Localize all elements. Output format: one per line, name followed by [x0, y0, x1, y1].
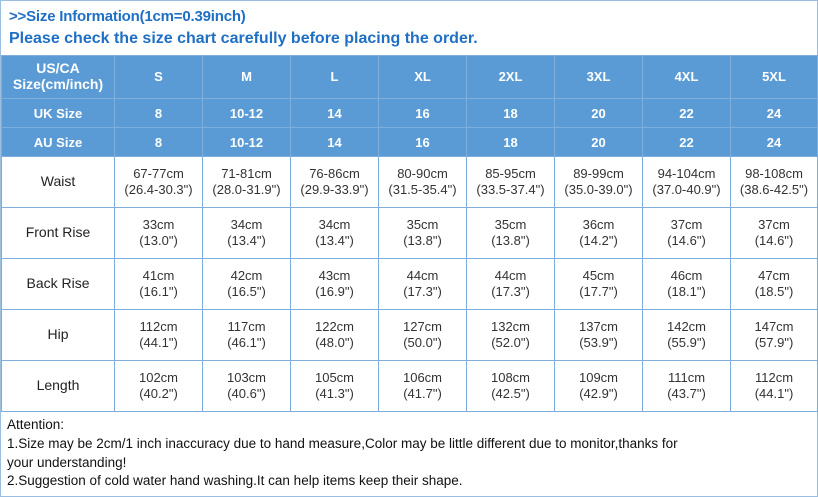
measure-cell [291, 310, 379, 361]
value-inch: (28.0-31.9") [212, 182, 281, 197]
value-cm: 103cm [226, 369, 267, 385]
table-row [2, 157, 818, 208]
value-inch: (16.1") [139, 284, 178, 299]
attention-line-1: 1.Size may be 2cm/1 inch inaccuracy due to hand measure,Color may be little different due to monitor,thanks for [7, 435, 678, 451]
value-cm: 132cm [490, 318, 531, 334]
measure-cell [115, 259, 203, 310]
size-chart-table [1, 55, 818, 412]
measure-cell [291, 157, 379, 208]
measure-cell [203, 259, 291, 310]
measure-cell [555, 361, 643, 412]
measure-cell [115, 157, 203, 208]
size-header-l: L [291, 56, 379, 99]
value-inch: (17.3") [403, 284, 442, 299]
table-row [2, 361, 818, 412]
uk-size-label: UK Size [2, 99, 115, 128]
uk-size-value: 16 [379, 99, 467, 128]
size-header-3xl: 3XL [555, 56, 643, 99]
value-cm: 43cm [318, 267, 351, 283]
value-inch: (43.7") [667, 386, 706, 401]
value-inch: (55.9") [667, 335, 706, 350]
value-inch: (40.2") [139, 386, 178, 401]
corner-label-line1: US/CA [36, 60, 80, 77]
measure-cell [467, 361, 555, 412]
value-cm: 44cm [406, 267, 439, 283]
value-inch: (16.9") [315, 284, 354, 299]
measure-label-back-rise: Back Rise [2, 259, 115, 310]
uk-size-value: 10-12 [203, 99, 291, 128]
measure-cell [643, 259, 731, 310]
measure-cell [115, 361, 203, 412]
value-inch: (37.0-40.9") [652, 182, 721, 197]
uk-size-value: 24 [731, 99, 818, 128]
value-inch: (35.0-39.0") [564, 182, 633, 197]
value-inch: (38.6-42.5") [739, 182, 809, 197]
value-inch: (31.5-35.4") [388, 182, 457, 197]
measure-cell [203, 361, 291, 412]
measure-cell [731, 157, 818, 208]
size-header-xl: XL [379, 56, 467, 99]
value-cm: 46cm [670, 267, 703, 283]
value-cm: 71-81cm [221, 165, 272, 181]
measure-label-waist: Waist [2, 157, 115, 208]
au-size-row [2, 128, 818, 157]
corner-label-cell [2, 56, 115, 99]
measure-cell [731, 259, 818, 310]
au-size-value: 10-12 [203, 128, 291, 157]
au-size-value: 8 [115, 128, 203, 157]
value-cm: 33cm [142, 216, 175, 232]
value-cm: 34cm [318, 216, 351, 232]
measure-cell [291, 361, 379, 412]
size-header-s: S [115, 56, 203, 99]
measure-cell [379, 310, 467, 361]
value-cm: 37cm [758, 216, 790, 232]
value-inch: (33.5-37.4") [476, 182, 545, 197]
value-inch: (17.7") [579, 284, 618, 299]
value-cm: 108cm [490, 369, 531, 385]
size-information-heading: >>Size Information(1cm=0.39inch) [9, 8, 246, 25]
table-row [2, 310, 818, 361]
value-cm: 67-77cm [133, 165, 184, 181]
value-inch: (41.7") [403, 386, 442, 401]
value-cm: 105cm [314, 369, 355, 385]
value-cm: 42cm [230, 267, 263, 283]
measure-cell [291, 208, 379, 259]
measure-cell [291, 259, 379, 310]
size-chart-notice: Please check the size chart carefully before placing the order. [9, 30, 478, 47]
value-inch: (13.8") [403, 233, 442, 248]
value-inch: (46.1") [227, 335, 266, 350]
measure-cell [643, 310, 731, 361]
value-cm: 106cm [402, 369, 443, 385]
table-header-row [2, 56, 818, 99]
value-cm: 111cm [667, 369, 706, 385]
measure-cell [203, 310, 291, 361]
value-cm: 37cm [670, 216, 703, 232]
value-inch: (13.4") [227, 233, 266, 248]
value-inch: (14.2") [579, 233, 618, 248]
value-cm: 76-86cm [309, 165, 360, 181]
measure-cell [555, 157, 643, 208]
value-cm: 102cm [138, 369, 179, 385]
measure-cell [643, 157, 731, 208]
measure-cell [203, 157, 291, 208]
value-inch: (48.0") [315, 335, 354, 350]
measure-cell [731, 361, 818, 412]
au-size-value: 16 [379, 128, 467, 157]
value-cm: 94-104cm [657, 165, 716, 181]
measure-cell [643, 208, 731, 259]
size-header-4xl: 4XL [643, 56, 731, 99]
corner-label-line2: Size(cm/inch) [12, 76, 104, 92]
value-cm: 89-99cm [573, 165, 624, 181]
value-cm: 122cm [314, 318, 355, 334]
table-row [2, 208, 818, 259]
measure-cell [203, 208, 291, 259]
value-cm: 127cm [402, 318, 443, 334]
measure-cell [115, 310, 203, 361]
value-inch: (42.9") [579, 386, 618, 401]
value-inch: (16.5") [227, 284, 266, 299]
measure-cell [467, 310, 555, 361]
value-cm: 98-108cm [745, 165, 803, 181]
size-header-5xl: 5XL [731, 56, 818, 99]
value-inch: (18.5") [754, 284, 794, 299]
value-inch: (13.4") [315, 233, 354, 248]
value-inch: (53.9") [579, 335, 618, 350]
au-size-value: 24 [731, 128, 818, 157]
value-cm: 35cm [494, 216, 527, 232]
value-inch: (50.0") [403, 335, 442, 350]
attention-section [1, 412, 817, 491]
measure-cell [379, 361, 467, 412]
measure-cell [643, 361, 731, 412]
au-size-label: AU Size [2, 128, 115, 157]
measure-cell [555, 208, 643, 259]
value-cm: 44cm [494, 267, 527, 283]
value-inch: (29.9-33.9") [300, 182, 369, 197]
measure-cell [379, 208, 467, 259]
value-inch: (44.1") [754, 386, 794, 401]
value-cm: 142cm [666, 318, 707, 334]
measure-cell [379, 259, 467, 310]
uk-size-value: 20 [555, 99, 643, 128]
value-inch: (17.3") [491, 284, 530, 299]
value-inch: (57.9") [754, 335, 794, 350]
measure-cell [467, 157, 555, 208]
value-cm: 35cm [406, 216, 439, 232]
value-cm: 85-95cm [485, 165, 536, 181]
value-cm: 112cm [754, 369, 794, 385]
table-row [2, 259, 818, 310]
value-inch: (41.3") [315, 386, 354, 401]
uk-size-value: 18 [467, 99, 555, 128]
measure-label-length: Length [2, 361, 115, 412]
value-inch: (52.0") [491, 335, 530, 350]
measure-cell [467, 259, 555, 310]
uk-size-value: 14 [291, 99, 379, 128]
uk-size-value: 22 [643, 99, 731, 128]
value-inch: (42.5") [491, 386, 530, 401]
value-cm: 147cm [754, 318, 794, 334]
size-header-2xl: 2XL [467, 56, 555, 99]
measure-label-hip: Hip [2, 310, 115, 361]
measure-cell [731, 208, 818, 259]
value-inch: (13.8") [491, 233, 530, 248]
attention-line-2: 2.Suggestion of cold water hand washing.It can help items keep their shape. [7, 473, 463, 489]
au-size-value: 14 [291, 128, 379, 157]
value-cm: 41cm [142, 267, 175, 283]
value-cm: 36cm [582, 216, 615, 232]
value-cm: 137cm [578, 318, 619, 334]
au-size-value: 18 [467, 128, 555, 157]
uk-size-row [2, 99, 818, 128]
au-size-value: 20 [555, 128, 643, 157]
value-inch: (14.6") [754, 233, 794, 248]
value-inch: (26.4-30.3") [124, 182, 193, 197]
value-cm: 112cm [139, 318, 178, 334]
value-cm: 47cm [758, 267, 790, 283]
value-inch: (18.1") [667, 284, 706, 299]
value-inch: (44.1") [139, 335, 178, 350]
au-size-value: 22 [643, 128, 731, 157]
uk-size-value: 8 [115, 99, 203, 128]
measure-cell [379, 157, 467, 208]
value-cm: 34cm [230, 216, 263, 232]
measure-cell [731, 310, 818, 361]
measure-cell [555, 310, 643, 361]
measure-label-front-rise: Front Rise [2, 208, 115, 259]
value-inch: (13.0") [139, 233, 178, 248]
measure-cell [555, 259, 643, 310]
attention-title: Attention: [7, 417, 65, 432]
value-cm: 45cm [582, 267, 615, 283]
value-cm: 117cm [227, 318, 266, 334]
measure-cell [115, 208, 203, 259]
measure-cell [467, 208, 555, 259]
attention-line-1-cont: your understanding! [7, 454, 127, 470]
value-cm: 109cm [578, 369, 619, 385]
size-header-m: M [203, 56, 291, 99]
value-inch: (14.6") [667, 233, 706, 248]
value-cm: 80-90cm [397, 165, 448, 181]
value-inch: (40.6") [227, 386, 266, 401]
